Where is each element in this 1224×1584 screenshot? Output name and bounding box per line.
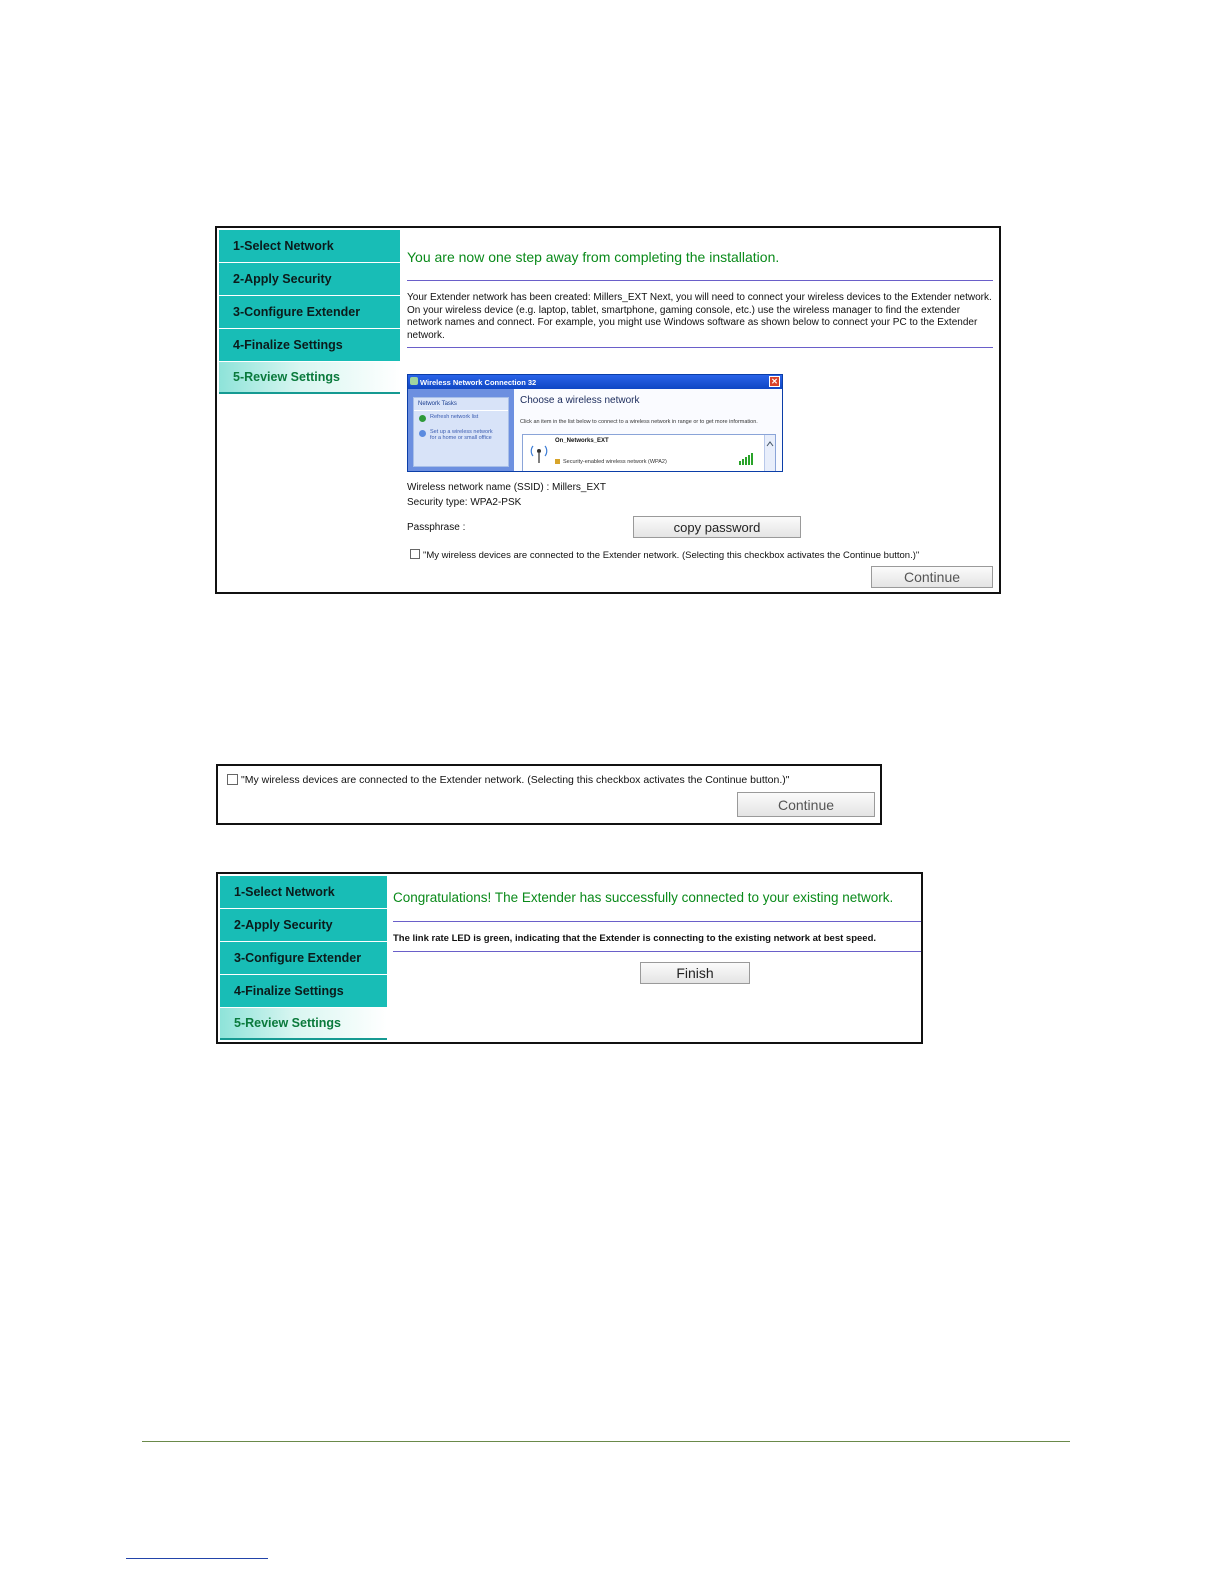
step-apply-security[interactable] [220,909,387,941]
step-review-settings[interactable] [220,1008,387,1040]
step-finalize-settings[interactable] [219,329,400,361]
setup-network-task[interactable] [414,421,508,442]
continue-button[interactable]: Continue [737,792,875,817]
step-label: 1-Select Network [234,885,335,899]
devices-connected-checkbox[interactable] [227,774,238,785]
scrollbar[interactable] [764,435,775,472]
lock-icon [555,459,560,464]
divider [407,347,993,348]
network-tasks-title: Network Tasks [414,398,508,411]
description-line: Your Extender network has been created: Millers_EXT Next, you will need to connect your wireless devices to the Extender network. [407,292,992,303]
checkbox-label: "My wireless devices are connected to the Extender network. (Selecting this checkbox activates the Continue button.)" [241,774,790,786]
checkbox-label: "My wireless devices are connected to the Extender network. (Selecting this checkbox activates the Continue button.)" [423,550,920,561]
step-label: 2-Apply Security [234,918,333,932]
step-label: 4-Finalize Settings [234,984,344,998]
page-title: You are now one step away from completing the installation. [407,249,780,265]
step-label: 2-Apply Security [233,272,332,286]
link-rate-note: The link rate LED is green, indicating that the Extender is connecting to the existing network at best speed. [393,933,877,944]
step-label: 4-Finalize Settings [233,338,343,352]
checkbox-panel [216,764,882,825]
dialog-heading: Choose a wireless network [520,395,640,406]
ssid-line: Wireless network name (SSID) : Millers_EXT [407,482,606,493]
step-label: 1-Select Network [233,239,334,253]
windows-wireless-dialog [407,374,783,472]
divider [393,921,921,922]
dialog-sidebar [408,389,514,471]
dialog-title: Wireless Network Connection 32 [420,377,537,387]
description-line: network names and connect. For example, you might use Windows software as shown below to connect your PC to the Extender [407,317,978,328]
task-label: Set up a wireless network [430,428,493,435]
footer-link-underline [126,1558,268,1559]
step-label: 5-Review Settings [233,370,340,384]
network-name: On_Networks_EXT [555,438,609,444]
dialog-instructions: Click an item in the list below to connect to a wireless network in range or to get more information. [520,419,758,425]
network-item[interactable] [523,435,765,472]
refresh-network-task[interactable] [414,411,508,421]
setup-panel-review [215,226,1001,594]
continue-button[interactable]: Continue [871,566,993,588]
description [407,292,997,342]
step-review-settings[interactable] [219,362,400,394]
divider [393,951,921,952]
wifi-icon [410,377,418,385]
step-select-network[interactable] [219,230,400,262]
dialog-titlebar [408,375,782,389]
network-security: Security-enabled wireless network (WPA2) [563,459,667,465]
passphrase-label: Passphrase : [407,522,466,533]
network-list [522,434,776,472]
devices-connected-checkbox[interactable] [410,549,420,559]
step-configure-extender[interactable] [219,296,400,328]
description-line: network. [407,329,445,341]
step-label: 5-Review Settings [234,1016,341,1030]
step-nav [219,230,400,395]
copy-password-button[interactable]: copy password [633,516,801,538]
setup-panel-success [216,872,923,1044]
step-label: 3-Configure Extender [234,951,362,965]
divider [407,280,993,281]
finish-button[interactable]: Finish [640,962,750,984]
step-select-network[interactable] [220,876,387,908]
dialog-main [514,389,782,471]
chevron-up-icon [765,440,775,448]
security-type-line: Security type: WPA2-PSK [407,497,522,508]
step-configure-extender[interactable] [220,942,387,974]
antenna-icon [529,440,549,464]
network-tasks [413,397,509,467]
network-setup-icon [419,430,426,437]
task-label: for a home or small office [430,435,492,441]
success-title: Congratulations! The Extender has successfully connected to your existing network. [393,890,894,905]
signal-strength-icon [739,453,753,465]
close-icon[interactable]: ✕ [769,376,780,387]
description-line: On your wireless device (e.g. laptop, tablet, smartphone, gaming console, etc.) use the wireless manager to find the extender [407,304,961,316]
footer-divider [142,1441,1070,1442]
step-nav [220,876,387,1041]
step-finalize-settings[interactable] [220,975,387,1007]
task-label: Refresh network list [430,414,479,420]
step-apply-security[interactable] [219,263,400,295]
step-label: 3-Configure Extender [233,305,361,319]
